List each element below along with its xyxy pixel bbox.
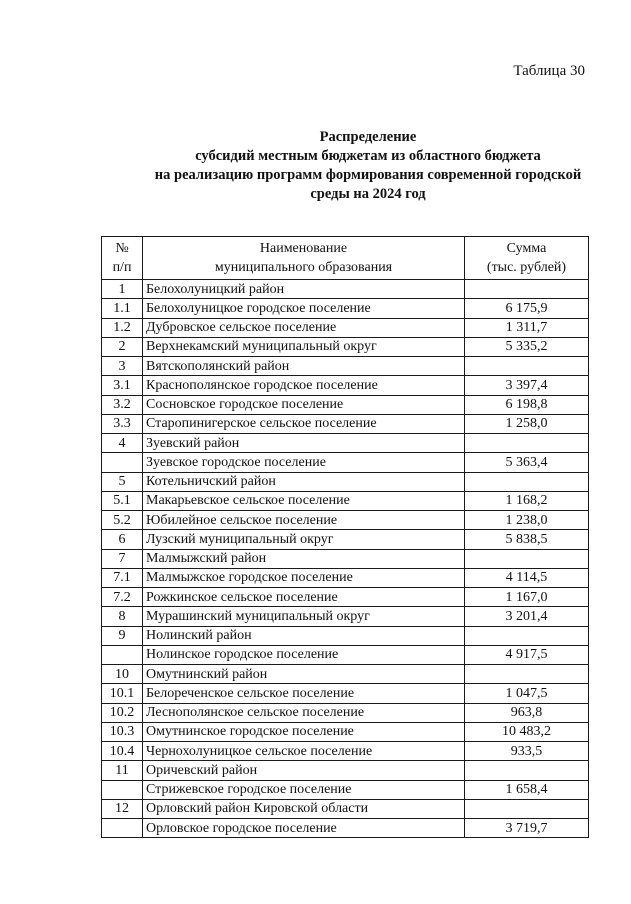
row-amount: 1 658,4 (465, 780, 589, 799)
table-row (102, 491, 589, 510)
title-line: субсидий местным бюджетам из областного бюджета (195, 148, 541, 164)
row-amount: 5 838,5 (465, 530, 589, 549)
row-name: Орловское городское поселение (143, 819, 465, 838)
row-number: 3 (102, 357, 143, 376)
header-number (102, 237, 143, 280)
row-name: Нолинское городское поселение (143, 645, 465, 664)
table-row (102, 588, 589, 607)
row-name: Оричевский район (143, 761, 465, 780)
row-name: Вятскополянский район (143, 357, 465, 376)
row-number: 5.1 (102, 491, 143, 510)
row-name: Краснополянское городское поселение (143, 376, 465, 395)
row-name: Старопинигерское сельское поселение (143, 414, 465, 433)
table-row (102, 376, 589, 395)
header-name-line: Наименование (259, 241, 348, 256)
table-row (102, 607, 589, 626)
table-row (102, 626, 589, 645)
header-amount (465, 237, 589, 280)
row-amount (465, 665, 589, 684)
row-amount: 3 397,4 (465, 376, 589, 395)
row-number: 6 (102, 530, 143, 549)
row-amount: 3 201,4 (465, 607, 589, 626)
table-row (102, 568, 589, 587)
row-number: 4 (102, 434, 143, 453)
row-name: Макарьевское сельское поселение (143, 491, 465, 510)
header-number-line: № (115, 241, 129, 256)
table-row (102, 722, 589, 741)
row-number: 1.2 (102, 318, 143, 337)
table-row (102, 395, 589, 414)
row-amount (465, 761, 589, 780)
row-amount: 963,8 (465, 703, 589, 722)
row-name: Котельничский район (143, 472, 465, 491)
row-name: Малмыжский район (143, 549, 465, 568)
row-amount: 1 047,5 (465, 684, 589, 703)
table-body (102, 280, 589, 838)
row-number: 3.1 (102, 376, 143, 395)
row-amount (465, 549, 589, 568)
header-number-line: п/п (112, 260, 132, 275)
row-amount: 5 363,4 (465, 453, 589, 472)
row-amount: 4 917,5 (465, 645, 589, 664)
row-number: 7 (102, 549, 143, 568)
row-amount (465, 280, 589, 299)
row-number: 10 (102, 665, 143, 684)
header-amount-line: (тыс. рублей) (486, 260, 567, 275)
row-name: Зуевский район (143, 434, 465, 453)
row-name: Белохолуницкое городское поселение (143, 299, 465, 318)
row-amount (465, 799, 589, 818)
row-amount (465, 357, 589, 376)
row-number (102, 780, 143, 799)
table-row (102, 684, 589, 703)
row-name: Омутнинский район (143, 665, 465, 684)
row-amount: 1 238,0 (465, 511, 589, 530)
row-amount (465, 472, 589, 491)
row-name: Рожкинское сельское поселение (143, 588, 465, 607)
row-name: Стрижевское городское поселение (143, 780, 465, 799)
row-name: Белохолуницкий район (143, 280, 465, 299)
row-amount: 3 719,7 (465, 819, 589, 838)
row-number: 10.1 (102, 684, 143, 703)
row-number: 12 (102, 799, 143, 818)
table-row (102, 819, 589, 838)
row-amount: 1 311,7 (465, 318, 589, 337)
table-row (102, 434, 589, 453)
table-row (102, 472, 589, 491)
table-row (102, 645, 589, 664)
row-number: 9 (102, 626, 143, 645)
table-row (102, 799, 589, 818)
table-row (102, 780, 589, 799)
row-name: Орловский район Кировской области (143, 799, 465, 818)
title-line: на реализацию программ формирования современной городской (154, 167, 582, 183)
row-number: 7.1 (102, 568, 143, 587)
row-amount: 1 167,0 (465, 588, 589, 607)
header-amount-line: Сумма (506, 241, 547, 256)
row-number: 3.2 (102, 395, 143, 414)
row-number: 1 (102, 280, 143, 299)
row-number: 5.2 (102, 511, 143, 530)
row-number: 1.1 (102, 299, 143, 318)
row-name: Зуевское городское поселение (143, 453, 465, 472)
row-number: 10.2 (102, 703, 143, 722)
row-number: 3.3 (102, 414, 143, 433)
row-amount (465, 626, 589, 645)
row-name: Леснополянское сельское поселение (143, 703, 465, 722)
row-name: Омутнинское городское поселение (143, 722, 465, 741)
table-row (102, 703, 589, 722)
row-name: Мурашинский муниципальный округ (143, 607, 465, 626)
table-row (102, 761, 589, 780)
row-amount: 4 114,5 (465, 568, 589, 587)
subsidy-distribution-table (101, 236, 589, 838)
table-row (102, 530, 589, 549)
row-number: 11 (102, 761, 143, 780)
row-number: 5 (102, 472, 143, 491)
table-row (102, 299, 589, 318)
row-amount: 1 258,0 (465, 414, 589, 433)
table-row (102, 280, 589, 299)
table-row (102, 549, 589, 568)
table-row (102, 511, 589, 530)
row-amount: 6 198,8 (465, 395, 589, 414)
table-row (102, 337, 589, 356)
row-name: Верхнекамский муниципальный округ (143, 337, 465, 356)
row-number: 10.4 (102, 742, 143, 761)
row-amount: 1 168,2 (465, 491, 589, 510)
table-row (102, 318, 589, 337)
row-name: Сосновское городское поселение (143, 395, 465, 414)
row-name: Белореченское сельское поселение (143, 684, 465, 703)
row-name: Малмыжское городское поселение (143, 568, 465, 587)
table-header-row (102, 237, 589, 280)
title-line: Распределение (319, 129, 417, 145)
row-number: 10.3 (102, 722, 143, 741)
header-name (143, 237, 465, 280)
row-number (102, 819, 143, 838)
row-amount: 5 335,2 (465, 337, 589, 356)
table-row (102, 665, 589, 684)
row-number (102, 645, 143, 664)
row-number (102, 453, 143, 472)
row-number: 7.2 (102, 588, 143, 607)
document-title (108, 128, 628, 204)
row-amount: 6 175,9 (465, 299, 589, 318)
table-row (102, 453, 589, 472)
table-number-label: Таблица 30 (513, 63, 585, 79)
row-name: Дубровское сельское поселение (143, 318, 465, 337)
row-amount: 933,5 (465, 742, 589, 761)
row-number: 8 (102, 607, 143, 626)
row-number: 2 (102, 337, 143, 356)
row-name: Нолинский район (143, 626, 465, 645)
table-row (102, 742, 589, 761)
header-name-line: муниципального образования (214, 260, 393, 275)
title-line: среды на 2024 год (310, 186, 426, 202)
table-row (102, 357, 589, 376)
row-name: Юбилейное сельское поселение (143, 511, 465, 530)
row-name: Чернохолуницкое сельское поселение (143, 742, 465, 761)
row-name: Лузский муниципальный округ (143, 530, 465, 549)
row-amount: 10 483,2 (465, 722, 589, 741)
table-row (102, 414, 589, 433)
row-amount (465, 434, 589, 453)
